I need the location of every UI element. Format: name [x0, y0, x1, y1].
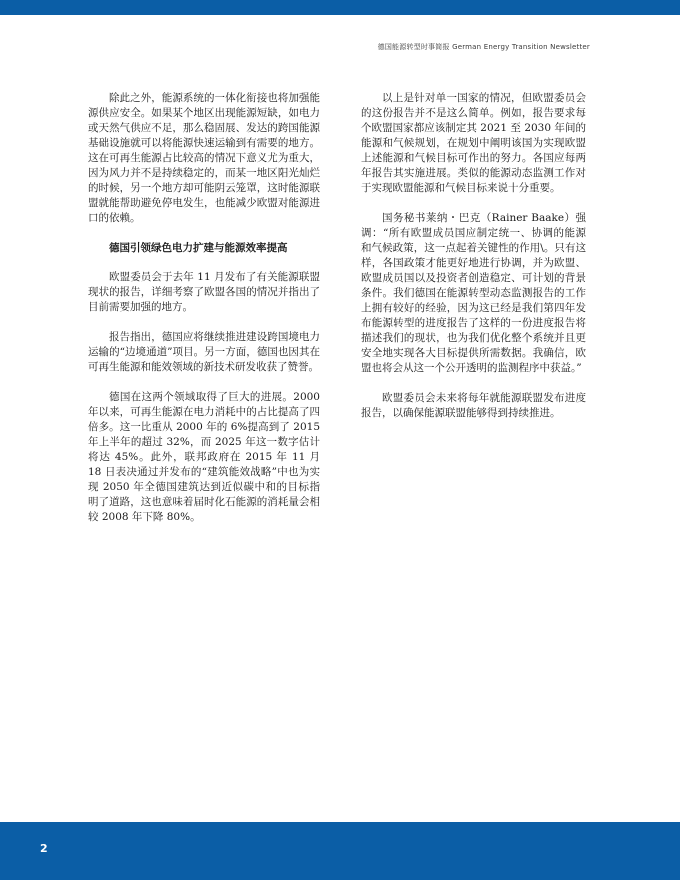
right-text-column [361, 91, 586, 436]
paragraph: 以上是针对单一国家的情况，但欧盟委员会的这份报告并不是这么简单。例如，报告要求每个欧盟国家都应该制定其 2021 至 2030 年间的能源和气候规划，在规划中阐明该国为实现欧盟上述能源和气候目标可作出的努力。各国应每两年报告其实施进展。类似的能源动态监测工作对于实现欧盟能源和气候目标来说十分重要。 [361, 92, 586, 194]
page-number: 2 [40, 842, 48, 855]
paragraph: 除此之外，能源系统的一体化衔接也将加强能源供应安全。如果某个地区出现能源短缺，如电力或天然气供应不足，那么稳固展、发达的跨国能源基础设施就可以将能源快速运输到有需要的地方。这在可再生能源占比较高的情况下意义尤为重大，因为风力并不是持续稳定的，而某一地区阳光灿烂的时候，另一个地方却可能阴云笼罩，这时能源联盟就能帮助避免停电发生，也能减少欧盟对能源进口的依赖。 [88, 92, 320, 224]
section-heading: 德国引领绿色电力扩建与能源效率提高 [109, 242, 288, 254]
paragraph: 欧盟委员会未来将每年就能源联盟发布进度报告，以确保能源联盟能够得到持续推进。 [361, 392, 586, 419]
paragraph: 德国在这两个领域取得了巨大的进展。2000 年以来，可再生能源在电力消耗中的占比提高了四倍多。这一比重从 2000 年的 6%提高到了 2015 年上半年的超过 32%，而 2025 年这一数字估计将达 45%。此外，联邦政府在 2015 年 11 月 18 日表决通过并发布的“建筑能效战略”中也为实现 2050 年全德国建筑达到近似碳中和的目标指明了道路，这也意味着届时化石能源的消耗量会相较 2008 年下降 80%。 [88, 391, 320, 523]
top-color-band [0, 0, 680, 15]
newsletter-header-title: 德国能源转型时事简报 German Energy Transition Newsletter [377, 43, 590, 51]
left-text-column [88, 91, 320, 540]
paragraph: 国务秘书莱纳・巴克（Rainer Baake）强调：“所有欧盟成员国应制定统一、协调的能源和气候政策，这一点起着关键性的作用\。只有这样，各国政策才能更好地进行协调，并为欧盟、欧盟成员国以及投资者创造稳定、可计划的背景条件。我们德国在能源转型动态监测报告的工作上拥有较好的经验，因为这已经是我们第四年发布能源转型的进度报告了这样的一份进度报告将描述我们的现状，也为我们优化整个系统并且更安全地实现各大目标提供所需数据。我确信，欧盟也将会从这一个公开透明的监测程序中获益。” [361, 212, 586, 374]
paragraph: 报告指出，德国应将继续推进建设跨国境电力运输的“边境通道”项目。另一方面，德国也因其在可再生能源和能效领域的新技术研发收获了赞誉。 [88, 331, 320, 373]
paragraph: 欧盟委员会于去年 11 月发布了有关能源联盟现状的报告，详细考察了欧盟各国的情况并指出了目前需要加强的地方。 [88, 271, 320, 313]
footer-color-band [0, 822, 680, 880]
